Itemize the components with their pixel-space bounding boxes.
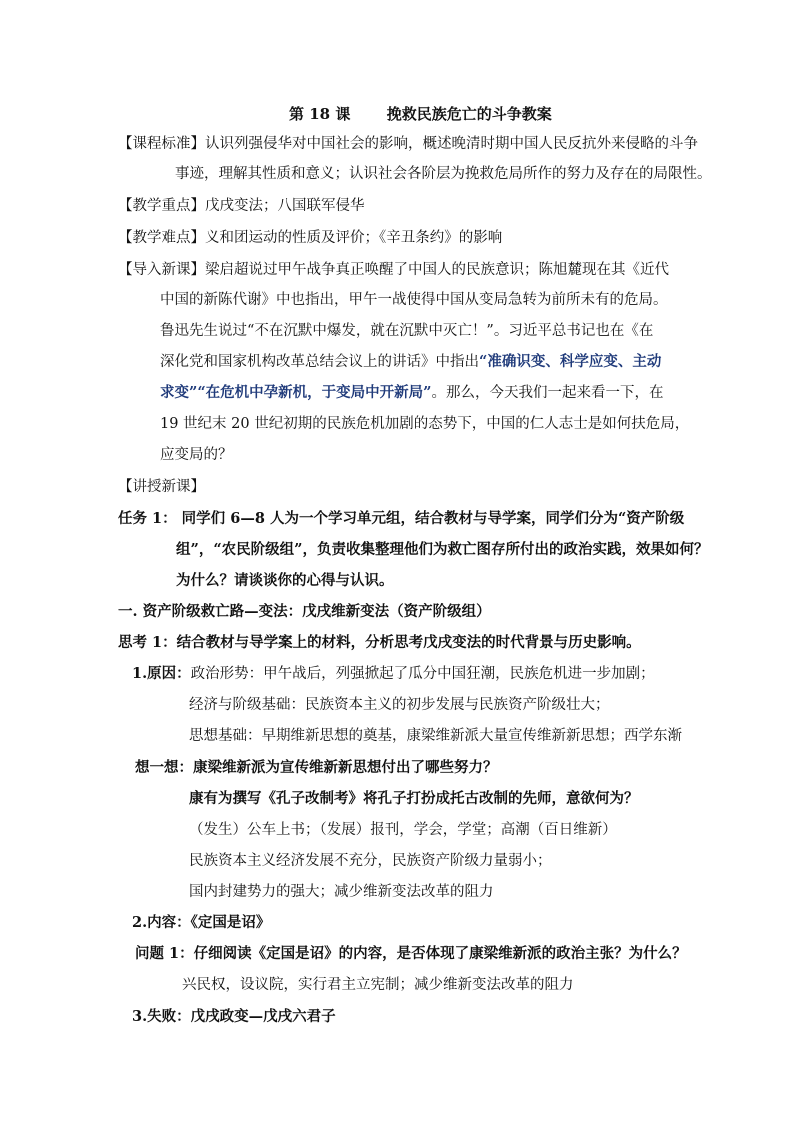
content-label: 2.内容： bbox=[132, 914, 191, 931]
ponder-answer-1: （发生）公车上书；（发展）报刊，学会，学堂；高潮（百日维新） bbox=[189, 822, 617, 838]
intro-label: 【导入新课】 bbox=[118, 262, 205, 278]
lecture-label: 【讲授新课】 bbox=[118, 479, 205, 495]
lesson-title: 挽救民族危亡的斗争教案 bbox=[386, 105, 552, 123]
intro-line-6: 19 世纪末 20 世纪初期的民族危机加剧的态势下，中国的仁人志士是如何扶危局， bbox=[160, 416, 690, 432]
intro-line-3: 鲁迅先生说过“不在沉默中爆发，就在沉默中灭亡！”。习近平总书记也在《在 bbox=[160, 323, 654, 339]
intro-quote-2: 求变”“在危机中孕新机，于变局中开新局” bbox=[160, 384, 432, 401]
difficulty-label: 【教学难点】 bbox=[118, 230, 205, 246]
intro-line-4 bbox=[160, 352, 661, 372]
failure-text: 戊戌政变—戊戌六君子 bbox=[190, 1008, 336, 1025]
cause-economy: 经济与阶级基础：民族资本主义的初步发展与民族资产阶级壮大； bbox=[189, 697, 610, 713]
ponder-answer-2: 民族资本主义经济发展不充分，民族资产阶级力量弱小； bbox=[189, 853, 552, 869]
intro-quote-1: “准确识变、科学应变、主动 bbox=[479, 353, 662, 370]
question-1-answer: 兴民权，设议院，实行君主立宪制；减少维新变法改革的阻力 bbox=[182, 977, 574, 993]
content-line bbox=[132, 913, 270, 933]
cause-thought: 思想基础：早期维新思想的奠基，康梁维新派大量宣传维新新思想；西学东渐 bbox=[189, 728, 682, 744]
failure-label: 3.失败： bbox=[132, 1008, 191, 1025]
intro-line-1 bbox=[118, 260, 669, 280]
ponder-label: 想一想： bbox=[135, 759, 193, 776]
cause-line bbox=[132, 664, 655, 684]
standard-line-2: 事迹，理解其性质和意义；认识社会各阶层为挽救危局所作的努力及存在的局限性。 bbox=[175, 166, 712, 182]
intro-text-4a: 深化党和国家机构改革总结会议上的讲话》中指出 bbox=[160, 354, 479, 370]
ponder-line bbox=[135, 758, 498, 778]
standard-line-1 bbox=[118, 134, 698, 154]
think-1: 思考 1：结合教材与导学案上的材料，分析思考戊戌变法的时代背景与历史影响。 bbox=[118, 634, 641, 651]
difficulty-points bbox=[118, 228, 502, 248]
page-title bbox=[289, 104, 552, 124]
cause-label: 1.原因： bbox=[132, 665, 191, 682]
intro-text-5b: 。那么，今天我们一起来看一下，在 bbox=[431, 385, 664, 401]
task1-line-2: 组”，“农民阶级组”，负责收集整理他们为救亡图存所付出的政治实践，效果如何？ bbox=[176, 541, 709, 558]
ponder-answer-3: 国内封建势力的强大；减少维新变法改革的阻力 bbox=[189, 884, 494, 900]
cause-politics: 政治形势：甲午战后，列强掀起了瓜分中国狂潮，民族危机进一步加剧； bbox=[190, 666, 655, 682]
key-points bbox=[118, 196, 365, 216]
ponder-sub: 康有为撰写《孔子改制考》将孔子打扮成托古改制的先师，意欲何为？ bbox=[189, 790, 639, 807]
key-text: 戊戌变法；八国联军侵华 bbox=[205, 198, 365, 214]
intro-line-7: 应变局的？ bbox=[160, 447, 233, 463]
difficulty-text: 义和团运动的性质及评价；《辛丑条约》的影响 bbox=[205, 230, 503, 246]
task1-line-3: 为什么？请谈谈你的心得与认识。 bbox=[176, 572, 394, 589]
failure-line bbox=[132, 1007, 336, 1027]
standard-label: 【课程标准】 bbox=[118, 136, 205, 152]
standard-text-1: 认识列强侵华对中国社会的影响，概述晚清时期中国人民反抗外来侵略的斗争 bbox=[205, 136, 698, 152]
key-label: 【教学重点】 bbox=[118, 198, 205, 214]
ponder-question: 康梁维新派为宣传维新新思想付出了哪些努力？ bbox=[193, 759, 498, 776]
question-1: 问题 1：仔细阅读《定国是诏》的内容，是否体现了康梁维新派的政治主张？为什么？ bbox=[135, 945, 687, 962]
intro-line-5 bbox=[160, 383, 664, 403]
intro-line-2: 中国的新陈代谢》中也指出，甲午一战使得中国从变局急转为前所未有的危局。 bbox=[160, 292, 668, 308]
task1-line-1: 任务 1： 同学们 6—8 人为一个学习单元组，结合教材与导学案，同学们分为“资产阶级 bbox=[118, 510, 685, 527]
content-text: 《定国是诏》 bbox=[190, 914, 271, 931]
section-1-heading: 一. 资产阶级救亡路—变法：戊戌维新变法（资产阶级组） bbox=[118, 603, 491, 620]
intro-text-1: 梁启超说过甲午战争真正唤醒了中国人的民族意识；陈旭麓现在其《近代 bbox=[205, 262, 669, 278]
lesson-number: 第 18 课 bbox=[289, 105, 351, 123]
